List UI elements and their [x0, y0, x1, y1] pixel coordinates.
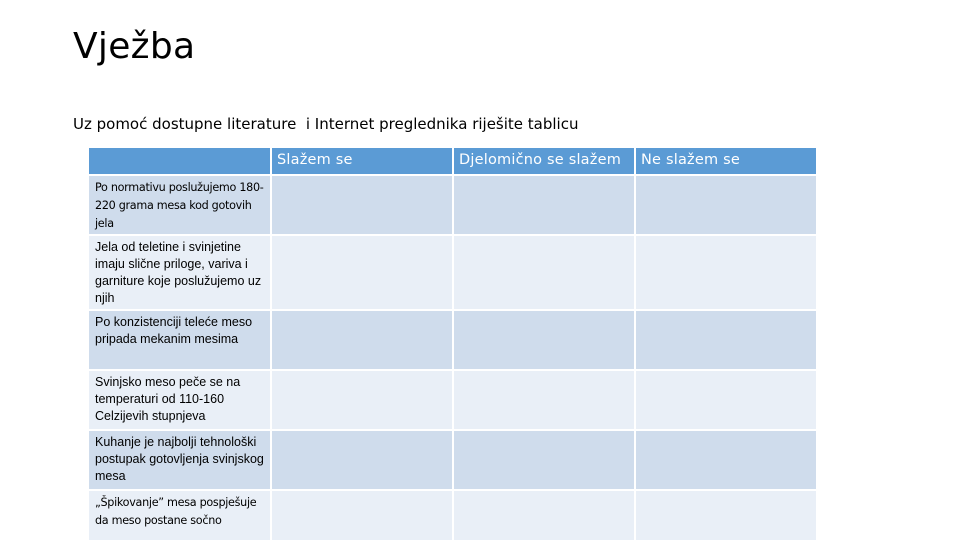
table-row [89, 371, 816, 429]
header-disagree: Ne slažem se [636, 148, 816, 174]
agree-cell[interactable] [272, 236, 452, 309]
statement-cell: „Špikovanje” mesa pospješuje da meso postane sočno [89, 491, 270, 540]
partly-agree-cell[interactable] [454, 311, 634, 369]
slide-title: Vježba [73, 26, 196, 67]
table-row [89, 176, 816, 234]
slide-subtitle: Uz pomoć dostupne literature i Internet preglednika riješite tablicu [73, 115, 579, 133]
disagree-cell[interactable] [636, 491, 816, 540]
table-row [89, 491, 816, 540]
statement-cell: Svinjsko meso peče se na temperaturi od 110-160 Celzijevih stupnjeva [89, 371, 270, 429]
agree-cell[interactable] [272, 311, 452, 369]
partly-agree-cell[interactable] [454, 236, 634, 309]
disagree-cell[interactable] [636, 371, 816, 429]
agree-cell[interactable] [272, 371, 452, 429]
exercise-table [87, 146, 818, 540]
statement-cell: Jela od teletine i svinjetine imaju slične priloge, variva i garniture koje poslužujemo uz njih [89, 236, 270, 309]
disagree-cell[interactable] [636, 431, 816, 489]
partly-agree-cell[interactable] [454, 371, 634, 429]
header-statement [89, 148, 270, 174]
agree-cell[interactable] [272, 176, 452, 234]
partly-agree-cell[interactable] [454, 491, 634, 540]
partly-agree-cell[interactable] [454, 431, 634, 489]
table-row [89, 431, 816, 489]
header-partly-agree: Djelomično se slažem [454, 148, 634, 174]
disagree-cell[interactable] [636, 311, 816, 369]
partly-agree-cell[interactable] [454, 176, 634, 234]
statement-cell: Po normativu poslužujemo 180-220 grama mesa kod gotovih jela [89, 176, 270, 234]
disagree-cell[interactable] [636, 236, 816, 309]
agree-cell[interactable] [272, 431, 452, 489]
header-agree: Slažem se [272, 148, 452, 174]
table-header-row [89, 148, 816, 174]
table-row [89, 236, 816, 309]
statement-cell: Po konzistenciji teleće meso pripada mekanim mesima [89, 311, 270, 369]
agree-cell[interactable] [272, 491, 452, 540]
statement-cell: Kuhanje je najbolji tehnološki postupak gotovljenja svinjskog mesa [89, 431, 270, 489]
disagree-cell[interactable] [636, 176, 816, 234]
table-row [89, 311, 816, 369]
